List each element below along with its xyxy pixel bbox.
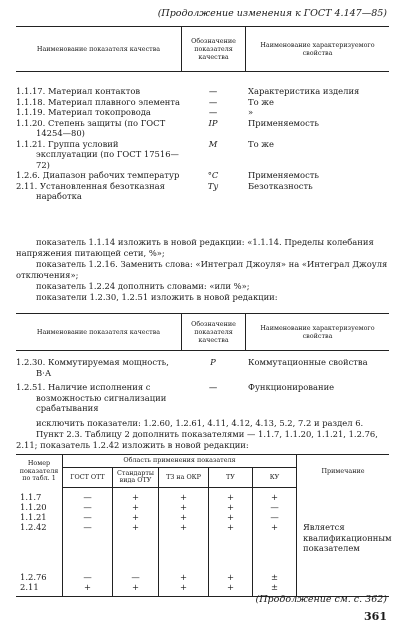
row-number: 1.2.76 [20, 572, 47, 583]
table-row: 2.11. Установленная безотказная наработка Tу Безотказность [16, 180, 313, 201]
t3-header-note: Примечание [296, 455, 389, 488]
paragraph: Пункт 2.3. Таблицу 2 дополнить показателями — 1.1.7, 1.1.20, 1.1.21, 1.2.76, 2.11; показатель 1.2.42 изложить в новой редакции: [16, 429, 378, 450]
row-number: 1.1.21 [20, 512, 47, 523]
amendment-text-2 [16, 418, 389, 451]
row-number: 2.11 [20, 582, 39, 593]
t3-subheader: ГОСТ ОТТ [62, 468, 112, 488]
t1-header-symbol: Обозначение показателя качества [181, 27, 245, 71]
application-table: Номер показателя по табл. 1 Область применения показателя Примечание ГОСТ ОТТ Стандарты вида ОТУ ТЗ на ОКР ТУ КУ 1.1.7 1.1.20 1.1.21 1.2.42 1.2.76 2.11 — — — — — + + + + + — + + + + + + + + + + + + + + — — + ± ± Является квалификационным показателем [16, 454, 389, 597]
amendment-text-1 [16, 237, 389, 303]
table-row: 1.2.51. Наличие исполнения с возможностью сигнализации срабатывания — Функционирование [16, 382, 335, 413]
note-text: Является квалификационным показателем [303, 522, 392, 554]
row-number: 1.1.20 [20, 502, 47, 513]
table-row: 1.1.19. Материал токопровода — » [16, 107, 254, 117]
t3-subheader: ТУ [208, 468, 252, 488]
table-row: 1.1.18. Материал плавного элемента — То же [16, 96, 274, 107]
t1-header-name: Наименование показателя качества [36, 45, 161, 53]
t3-subheader: Стандарты вида ОТУ [112, 468, 158, 488]
paragraph: показатель 1.2.24 дополнить словами: «или %»; [36, 281, 250, 291]
paragraph: показатель 1.2.16. Заменить слова: «Интеграл Джоуля» на «Интеграл Джоуля отключения»; [16, 259, 388, 280]
row-number: 1.1.7 [20, 492, 42, 503]
t3-header-number: Номер показателя по табл. 1 [19, 459, 59, 483]
table-row: 1.1.20. Степень защиты (по ГОСТ 14254—80) IP Применяемость [16, 117, 319, 138]
table-row: 1.1.17. Материал контактов — Характеристика изделия [16, 86, 360, 96]
table-row: 1.2.6. Диапазон рабочих температур °C Применяемость [16, 170, 319, 180]
quality-table-2 [16, 313, 389, 414]
t2-header-name: Наименование показателя качества [36, 328, 161, 336]
running-header: (Продолжение изменения к ГОСТ 4.147—85) [157, 8, 387, 19]
page-number: 361 [364, 610, 387, 623]
continuation-note: (Продолжение см. с. 362) [255, 594, 387, 605]
row-number: 1.2.42 [20, 522, 47, 533]
table-row: 1.1.21. Группа условий эксплуатации (по ГОСТ 17516—72) M То же [16, 138, 274, 170]
t3-subheader: КУ [252, 468, 296, 488]
paragraph: показатели 1.2.30, 1.2.51 изложить в новой редакции: [36, 292, 278, 302]
quality-table-1 [16, 26, 389, 202]
t2-header-symbol: Обозначение показателя качества [181, 314, 245, 350]
table-row: 1.2.30. Коммутируемая мощность, В·А P Коммутационные свойства [16, 357, 368, 378]
t1-header-property: Наименование характеризуемого свойства [245, 27, 389, 71]
paragraph: показатель 1.1.14 изложить в новой редакции: «1.1.14. Пределы колебания напряжения питающей сети, %»; [16, 237, 374, 258]
t3-subheader: ТЗ на ОКР [158, 468, 208, 488]
paragraph: исключить показатели: 1.2.60, 1.2.61, 4.11, 4.12, 4.13, 5.2, 7.2 и раздел 6. [36, 418, 364, 428]
t2-header-property: Наименование характеризуемого свойства [245, 314, 389, 350]
t3-header-area: Область применения показателя [62, 455, 296, 468]
